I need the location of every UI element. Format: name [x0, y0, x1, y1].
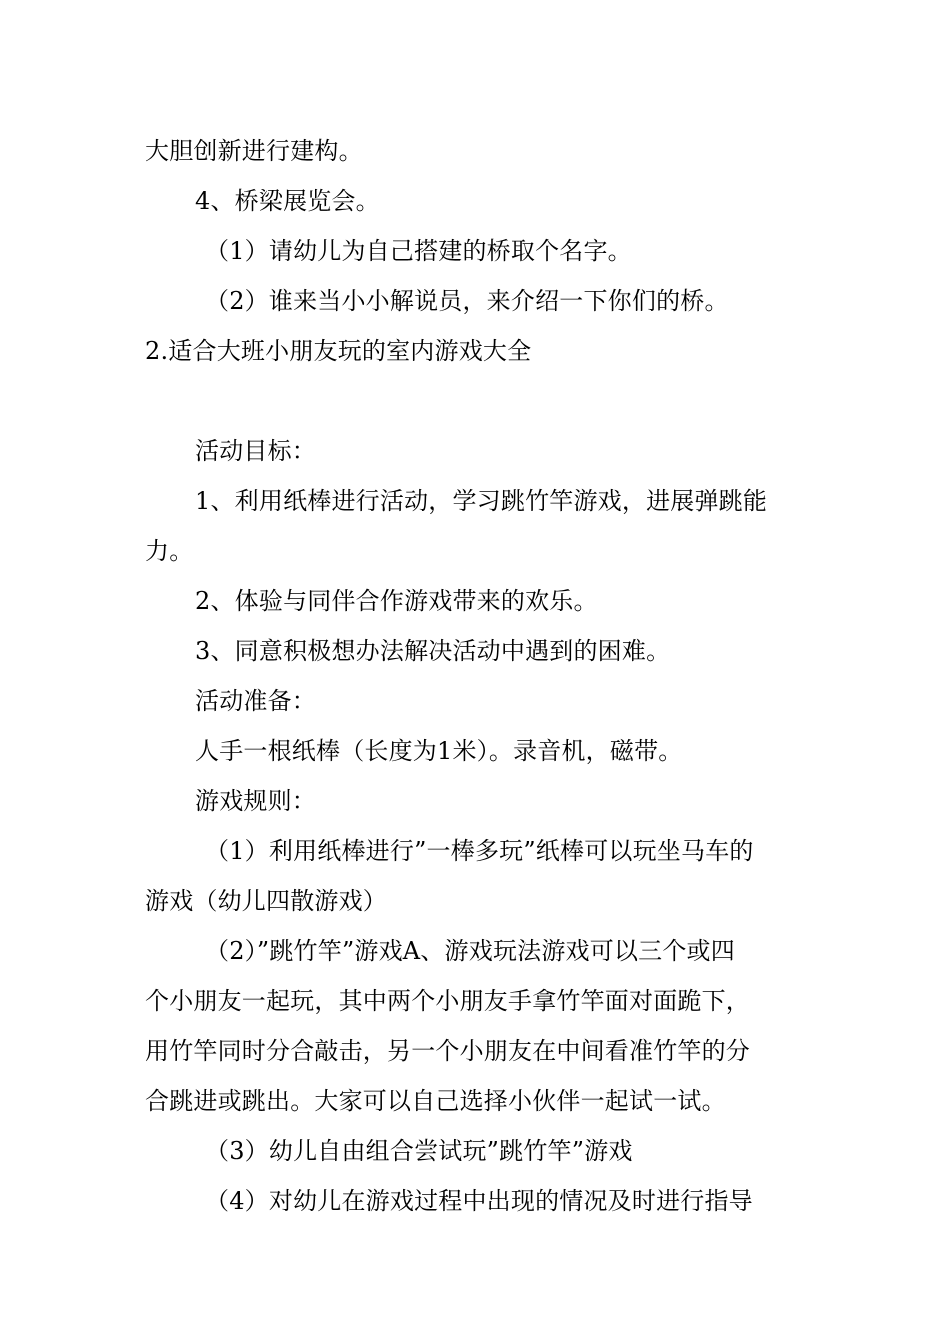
text-line: 力。	[145, 537, 194, 565]
text-line: 人手一根纸棒（长度为1米）。录音机，磁带。	[195, 737, 683, 765]
section-heading: 活动目标：	[195, 437, 316, 465]
list-item: （2）”跳竹竿”游戏A、游戏玩法游戏可以三个或四	[205, 937, 735, 965]
list-item: （1）请幼儿为自己搭建的桥取个名字。	[205, 237, 632, 265]
text-line: 游戏（幼儿四散游戏）	[145, 887, 387, 915]
section-heading: 游戏规则：	[195, 787, 316, 815]
list-item: 2、体验与同伴合作游戏带来的欢乐。	[195, 587, 598, 615]
text-line: 个小朋友一起玩，其中两个小朋友手拿竹竿面对面跪下，	[145, 987, 750, 1015]
text-line: 合跳进或跳出。大家可以自己选择小伙伴一起试一试。	[145, 1087, 726, 1115]
document-heading: 2.适合大班小朋友玩的室内游戏大全	[145, 337, 532, 365]
list-item: （1）利用纸棒进行”一棒多玩”纸棒可以玩坐马车的	[205, 837, 754, 865]
list-item: 3、同意积极想办法解决活动中遇到的困难。	[195, 637, 671, 665]
section-heading: 4、桥梁展览会。	[195, 187, 380, 215]
list-item: 1、利用纸棒进行活动，学习跳竹竿游戏，进展弹跳能	[195, 487, 768, 515]
text-line: 大胆创新进行建构。	[145, 137, 363, 165]
list-item: （2）谁来当小小解说员，来介绍一下你们的桥。	[205, 287, 729, 315]
section-heading: 活动准备：	[195, 687, 316, 715]
list-item: （4）对幼儿在游戏过程中出现的情况及时进行指导	[205, 1187, 753, 1215]
list-item: （3）幼儿自由组合尝试玩”跳竹竿”游戏	[205, 1137, 633, 1165]
text-line: 用竹竿同时分合敲击，另一个小朋友在中间看准竹竿的分	[145, 1037, 750, 1065]
